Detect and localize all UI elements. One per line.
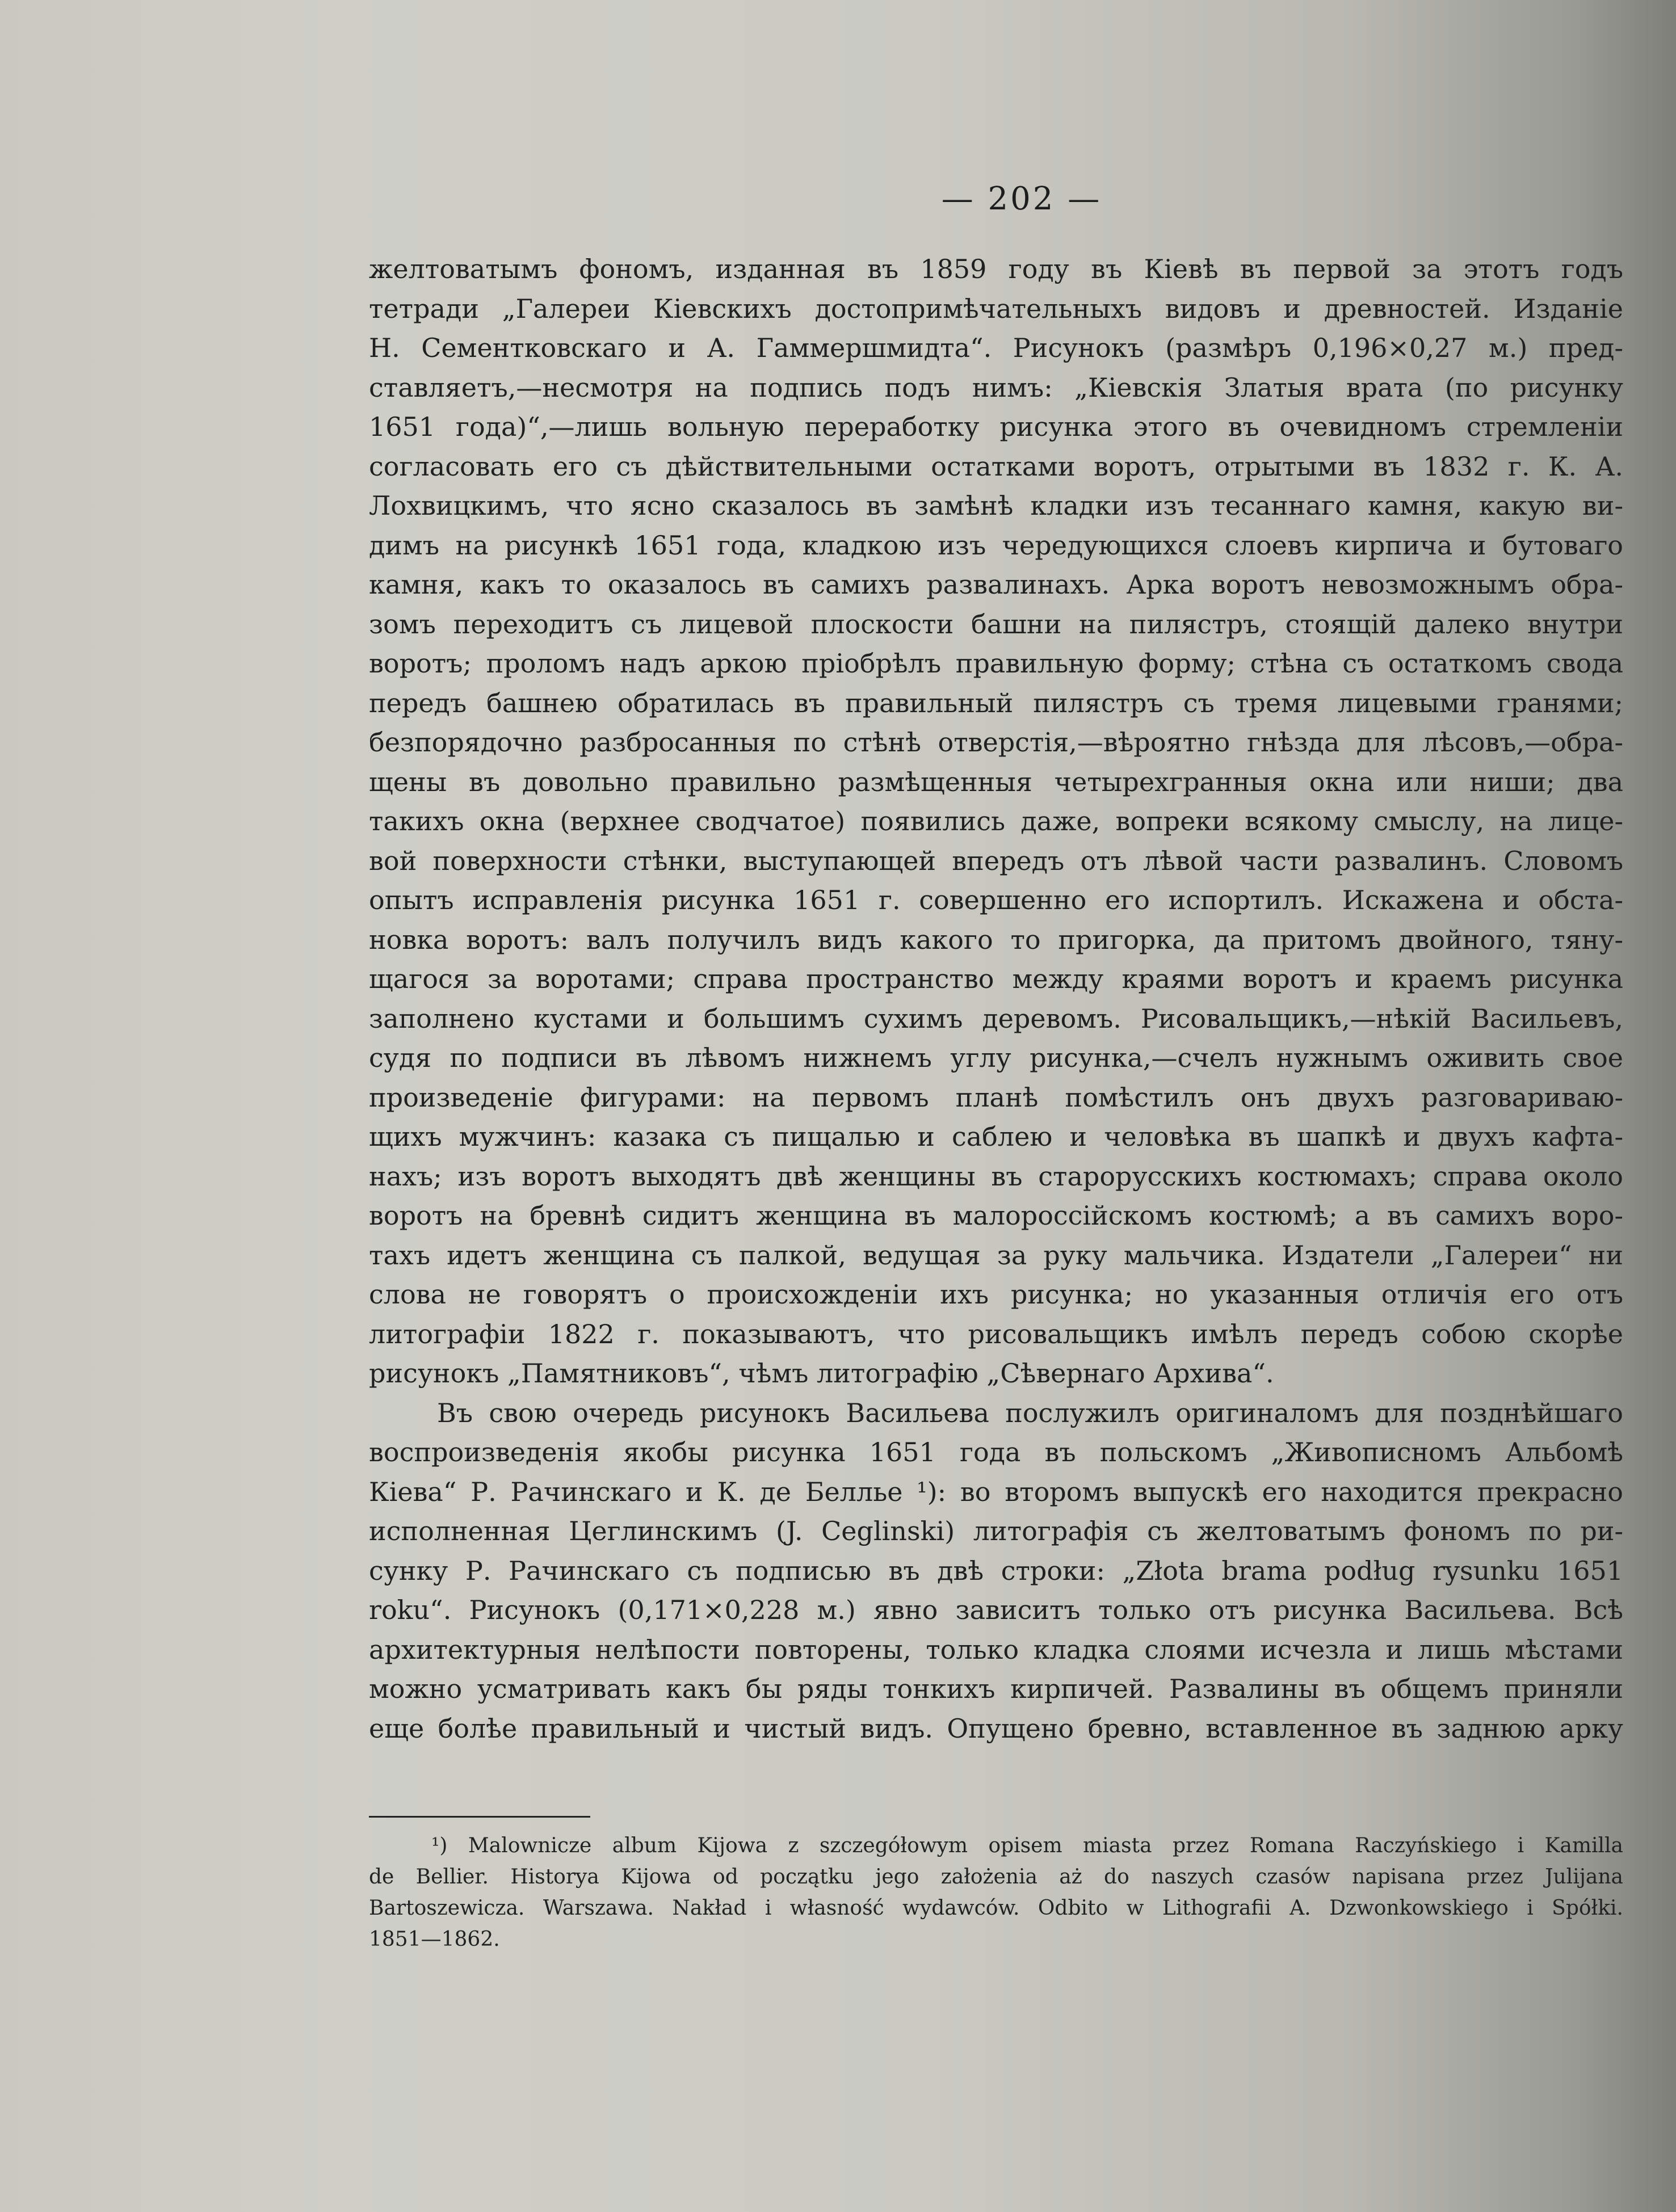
text-line: нахъ; изъ воротъ выходятъ двѣ женщины въ старорусскихъ костюмахъ; справа около [369, 1160, 1623, 1192]
text-line: roku“. Рисунокъ (0,171×0,228 м.) явно зависитъ только отъ рисунка Васильева. Всѣ [369, 1595, 1623, 1625]
text-line: тахъ идетъ женщина съ палкой, ведущая за руку мальчика. Издатели „Галереи“ ни [369, 1239, 1623, 1271]
text-line: воспроизведенія якобы рисунка 1651 года въ польскомъ „Живописномъ Альбомѣ [369, 1437, 1623, 1467]
text-line: димъ на рисункѣ 1651 года, кладкою изъ чередующихся слоевъ кирпича и бутоваго [369, 529, 1623, 561]
text-line: слова не говорятъ о происхожденіи ихъ рисунка; но указанныя отличія его отъ [369, 1279, 1623, 1310]
text-line: произведеніе фигурами: на первомъ планѣ помѣстилъ онъ двухъ разговариваю- [369, 1082, 1623, 1113]
text-line: сунку Р. Рачинскаго съ подписью въ двѣ строки: „Złota brama podług rysunku 1651 [369, 1555, 1623, 1586]
body-text [369, 250, 1623, 1748]
text-line: Кіева“ Р. Рачинскаго и К. де Беллье ¹): во второмъ выпускѣ его находится прекрасно [369, 1476, 1623, 1507]
text-line: Bartoszewicza. Warszawa. Nakład i własność wydawców. Odbito w Lithografii A. Dzwonkowskiego i Spółki. [369, 1896, 1623, 1920]
text-line: 1851—1862. [369, 1928, 500, 1951]
text-line: ¹) Malownicze album Kijowa z szczegółowym opisem miasta przez Romana Raczyńskiego i Kamilla [431, 1834, 1623, 1857]
text-line: щихъ мужчинъ: казака съ пищалью и саблею и человѣка въ шапкѣ и двухъ кафта- [369, 1121, 1623, 1152]
text-line: опытъ исправленія рисунка 1651 г. совершенно его испортилъ. Искажена и обста- [369, 885, 1623, 915]
paragraph-2 [369, 1394, 1623, 1749]
text-line: судя по подписи въ лѣвомъ нижнемъ углу рисунка,—счелъ нужнымъ оживить свое [369, 1042, 1623, 1073]
text-line: исполненная Цеглинскимъ (J. Ceglinski) литографія съ желтоватымъ фономъ по ри- [369, 1516, 1623, 1546]
text-line: рисунокъ „Памятниковъ“, чѣмъ литографію „Сѣвернаго Архива“. [369, 1358, 1274, 1389]
text-line: 1651 года)“,—лишь вольную переработку рисунка этого въ очевидномъ стремленіи [369, 411, 1623, 442]
text-line: безпорядочно разбросанныя по стѣнѣ отверстія,—вѣроятно гнѣзда для лѣсовъ,—обра- [369, 727, 1623, 758]
text-line: щагося за воротами; справа пространство между краями воротъ и краемъ рисунка [369, 964, 1623, 994]
footnote-divider [369, 1816, 590, 1818]
text-line: щены въ довольно правильно размѣщенныя четырехгранныя окна или ниши; два [369, 766, 1623, 797]
text-line: de Bellier. Historya Kijowa od początku jego założenia aż do naszych czasów napisana przez Julijana [369, 1865, 1623, 1889]
text-line: вой поверхности стѣнки, выступающей впередъ отъ лѣвой части развалинъ. Словомъ [369, 845, 1623, 876]
text-line: тетради „Галереи Кіевскихъ достопримѣчательныхъ видовъ и древностей. Изданіе [369, 293, 1623, 324]
text-line: камня, какъ то оказалось въ самихъ развалинахъ. Арка воротъ невозможнымъ обра- [369, 569, 1623, 600]
text-line: зомъ переходитъ съ лицевой плоскости башни на пилястръ, стоящій далеко внутри [369, 608, 1623, 640]
text-line: воротъ; проломъ надъ аркою пріобрѣлъ правильную форму; стѣна съ остаткомъ свода [369, 648, 1623, 679]
text-line: такихъ окна (верхнее сводчатое) появились даже, вопреки всякому смыслу, на лице- [369, 806, 1623, 836]
text-line: воротъ на бревнѣ сидитъ женщина въ малороссійскомъ костюмѣ; а въ самихъ воро- [369, 1200, 1623, 1231]
text-line: согласовать его съ дѣйствительными остатками воротъ, отрытыми въ 1832 г. К. А. [369, 451, 1623, 482]
text-line: Н. Сементковскаго и А. Гаммершмидта“. Рисунокъ (размѣръ 0,196×0,27 м.) пред- [369, 333, 1623, 363]
text-line: ставляетъ,—несмотря на подпись подъ нимъ: „Кіевскія Златыя врата (по рисунку [369, 372, 1623, 403]
footnote [369, 1830, 1623, 1955]
page-number: — 202 — [941, 180, 1102, 217]
text-line: Лохвицкимъ, что ясно сказалось въ замѣнѣ кладки изъ тесаннаго камня, какую ви- [369, 490, 1623, 521]
text-line: передъ башнею обратилась въ правильный пилястръ съ тремя лицевыми гранями; [369, 687, 1623, 718]
text-line: желтоватымъ фономъ, изданная въ 1859 году въ Кіевѣ въ первой за этотъ годъ [369, 254, 1623, 284]
text-line: Въ свою очередь рисунокъ Васильева послужилъ оригиналомъ для позднѣйшаго [437, 1397, 1623, 1428]
text-line: литографіи 1822 г. показываютъ, что рисовальщикъ имѣлъ передъ собою скорѣе [369, 1318, 1623, 1349]
text-line: архитектурныя нелѣпости повторены, только кладка слоями исчезла и лишь мѣстами [369, 1634, 1623, 1665]
text-line: новка воротъ: валъ получилъ видъ какого то пригорка, да притомъ двойного, тяну- [369, 924, 1623, 955]
text-line: можно усматривать какъ бы ряды тонкихъ кирпичей. Развалины въ общемъ приняли [369, 1673, 1623, 1704]
paragraph-1 [369, 250, 1623, 1394]
text-line: заполнено кустами и большимъ сухимъ деревомъ. Рисовальщикъ,—нѣкій Васильевъ, [369, 1003, 1623, 1034]
text-line: еще болѣе правильный и чистый видъ. Опущено бревно, вставленное въ заднюю арку [369, 1713, 1623, 1744]
